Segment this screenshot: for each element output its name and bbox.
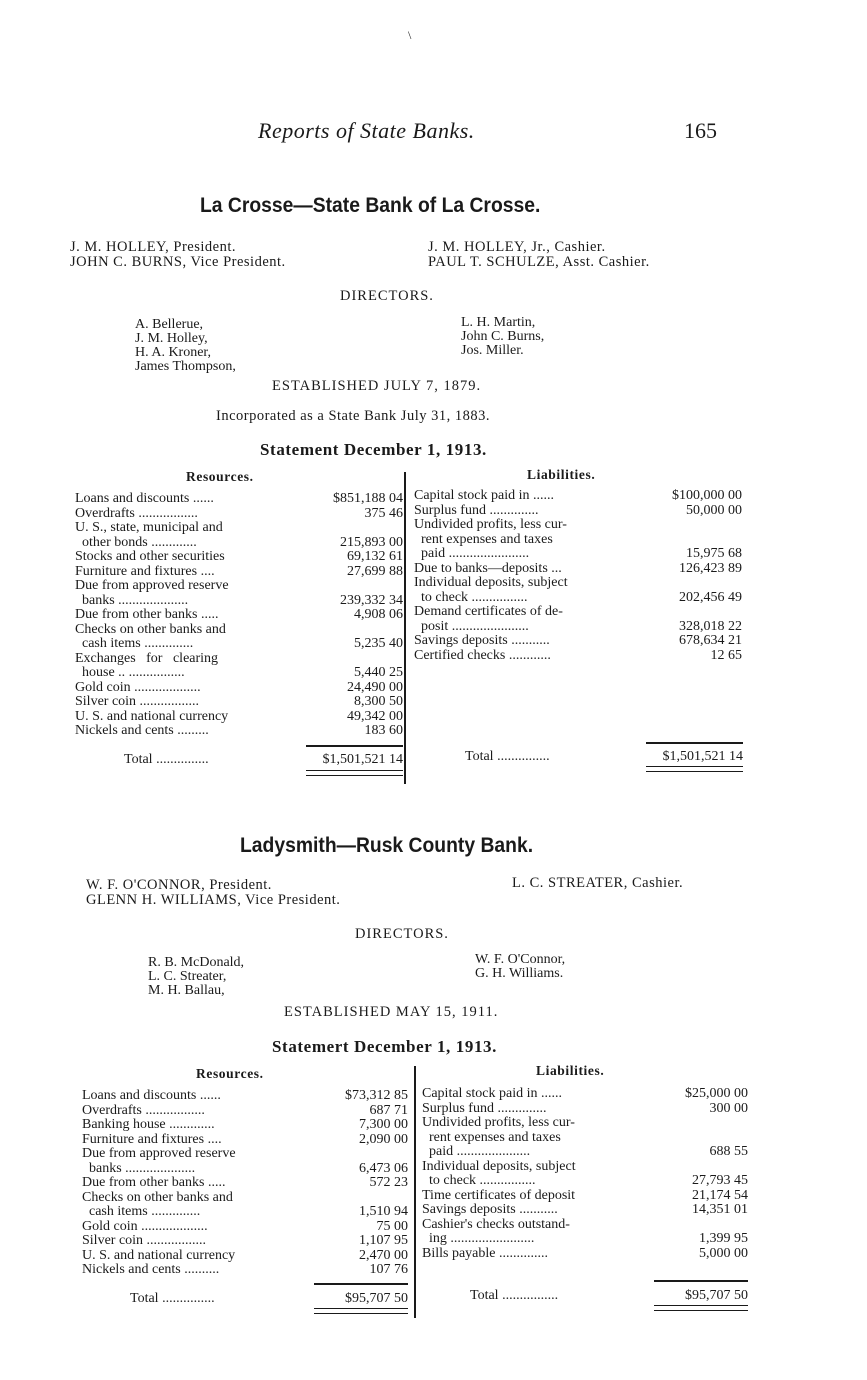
ledger-value: $100,000 00 xyxy=(672,488,742,503)
ledger-label: banks .................... xyxy=(82,1160,196,1176)
directors-right xyxy=(461,316,544,358)
resources-total-value: $1,501,521 14 xyxy=(322,752,403,767)
ledger-row xyxy=(414,518,742,533)
ledger-row xyxy=(75,550,403,565)
director: J. M. Holley, xyxy=(135,331,208,346)
liabilities-heading: Liabilities. xyxy=(536,1063,605,1078)
ledger-label: Surplus fund .............. xyxy=(422,1100,547,1116)
liabilities-table xyxy=(422,1087,748,1261)
ledger-label: ing ........................ xyxy=(422,1231,535,1246)
ledger-label: Due from approved reserve xyxy=(82,1146,236,1161)
resources-heading: Resources. xyxy=(196,1066,264,1081)
ledger-row xyxy=(75,681,403,696)
ledger-row xyxy=(82,1104,408,1119)
total-rule xyxy=(314,1283,408,1285)
double-rule xyxy=(654,1305,748,1311)
officer-vice-president: JOHN C. BURNS, Vice President. xyxy=(70,254,286,270)
ledger-label: Silver coin ................. xyxy=(82,1233,207,1248)
officer-president: W. F. O'CONNOR, President. xyxy=(86,877,272,893)
ledger-row xyxy=(414,620,742,635)
column-divider xyxy=(404,472,406,784)
director: Jos. Miller. xyxy=(461,343,524,358)
ledger-row xyxy=(422,1203,748,1218)
ledger-value: 27,699 88 xyxy=(347,563,403,579)
ledger-label: rent expenses and taxes xyxy=(422,1129,561,1145)
double-rule xyxy=(314,1308,408,1314)
ledger-row xyxy=(82,1133,408,1148)
running-header: Reports of State Banks. xyxy=(258,118,475,143)
ledger-label: Nickels and cents .......... xyxy=(82,1262,220,1277)
ledger-row xyxy=(414,547,742,562)
ledger-row xyxy=(414,489,742,504)
liabilities-table xyxy=(414,489,742,663)
established-date: ESTABLISHED MAY 15, 1911. xyxy=(284,1004,499,1020)
ledger-row xyxy=(75,724,403,739)
director: R. B. McDonald, xyxy=(148,955,245,970)
ledger-value: 12 65 xyxy=(710,647,742,663)
ledger-row xyxy=(422,1232,748,1247)
ledger-label: Overdrafts ................. xyxy=(75,505,198,521)
ledger-value: 24,490 00 xyxy=(347,679,403,695)
ledger-value: 5,000 00 xyxy=(699,1245,748,1261)
ledger-value: 678,634 21 xyxy=(679,633,742,648)
resources-total-label: Total ............... xyxy=(130,1291,215,1306)
ledger-value: 202,456 49 xyxy=(679,589,742,605)
ledger-value: 50,000 00 xyxy=(686,502,742,518)
liabilities-total-value: $95,707 50 xyxy=(685,1288,748,1303)
ledger-label: Individual deposits, subject xyxy=(414,575,568,590)
ledger-label: Individual deposits, subject xyxy=(422,1158,576,1174)
ledger-label: Due from other banks ..... xyxy=(82,1175,226,1190)
resources-heading: Resources. xyxy=(186,469,254,484)
ledger-value: 2,090 00 xyxy=(359,1131,408,1147)
ledger-value: 14,351 01 xyxy=(692,1202,748,1217)
ledger-row xyxy=(414,562,742,577)
ledger-row xyxy=(422,1131,748,1146)
liabilities-total-value: $1,501,521 14 xyxy=(662,749,743,764)
ledger-value: 5,440 25 xyxy=(354,665,403,680)
ledger-label: Furniture and fixtures .... xyxy=(82,1131,222,1147)
ledger-label: Loans and discounts ...... xyxy=(75,491,214,506)
ledger-label: Checks on other banks and xyxy=(75,621,226,637)
ledger-row xyxy=(82,1176,408,1191)
established-date: ESTABLISHED JULY 7, 1879. xyxy=(272,378,482,394)
ledger-value: 183 60 xyxy=(364,723,403,738)
ledger-row xyxy=(414,533,742,548)
ledger-row xyxy=(414,605,742,620)
ledger-label: Capital stock paid in ...... xyxy=(414,488,554,503)
ledger-value: 4,908 06 xyxy=(354,607,403,622)
ledger-row xyxy=(82,1162,408,1177)
officer-asst-cashier: PAUL T. SCHULZE, Asst. Cashier. xyxy=(428,254,650,270)
ledger-label: Demand certificates of de- xyxy=(414,604,563,619)
ledger-label: cash items .............. xyxy=(82,1204,201,1219)
ledger-value: $25,000 00 xyxy=(685,1086,748,1101)
officer-vice-president: GLENN H. WILLIAMS, Vice President. xyxy=(86,892,341,908)
director: H. A. Kroner, xyxy=(135,345,212,360)
ledger-row xyxy=(82,1234,408,1249)
ledger-row xyxy=(82,1205,408,1220)
total-rule xyxy=(306,745,403,747)
ledger-value: 6,473 06 xyxy=(359,1160,408,1176)
ledger-label: paid ..................... xyxy=(422,1144,531,1159)
ledger-value: 375 46 xyxy=(364,505,403,521)
ledger-row xyxy=(75,536,403,551)
ledger-row xyxy=(414,591,742,606)
director: M. H. Ballau, xyxy=(148,983,225,998)
ledger-row xyxy=(82,1089,408,1104)
ledger-label: house .. ................ xyxy=(75,665,185,680)
ledger-label: Capital stock paid in ...... xyxy=(422,1086,562,1101)
ledger-row xyxy=(82,1249,408,1264)
ledger-value: 1,107 95 xyxy=(359,1233,408,1248)
ledger-row xyxy=(75,594,403,609)
ledger-row xyxy=(414,504,742,519)
ledger-row xyxy=(82,1220,408,1235)
ledger-label: Checks on other banks and xyxy=(82,1189,233,1205)
ledger-row xyxy=(422,1145,748,1160)
bank-title: La Crosse—State Bank of La Crosse. xyxy=(200,194,541,217)
ledger-label: Furniture and fixtures .... xyxy=(75,563,215,579)
page-number: 165 xyxy=(684,118,717,143)
directors-left xyxy=(148,956,244,998)
ledger-value: 75 00 xyxy=(376,1218,408,1234)
ledger-label: Surplus fund .............. xyxy=(414,502,539,518)
officer-cashier: L. C. STREATER, Cashier. xyxy=(512,875,684,891)
ledger-row xyxy=(422,1218,748,1233)
director: G. H. Williams. xyxy=(475,966,564,981)
double-rule xyxy=(306,770,403,776)
ledger-label: paid ....................... xyxy=(414,546,530,561)
ledger-row xyxy=(422,1189,748,1204)
ledger-row xyxy=(82,1147,408,1162)
ledger-label: cash items .............. xyxy=(75,636,194,651)
ledger-label: posit ...................... xyxy=(414,618,529,634)
ledger-row xyxy=(414,649,742,664)
resources-total-label: Total ............... xyxy=(124,752,209,767)
ledger-label: Overdrafts ................. xyxy=(82,1102,205,1118)
ledger-value: 107 76 xyxy=(369,1262,408,1277)
ledger-row xyxy=(414,576,742,591)
resources-table xyxy=(75,492,403,739)
ledger-value: 688 55 xyxy=(709,1144,748,1159)
ledger-label: Gold coin ................... xyxy=(82,1218,208,1234)
ledger-row xyxy=(75,710,403,725)
resources-table xyxy=(82,1089,408,1278)
incorporated-date: Incorporated as a State Bank July 31, 1883. xyxy=(216,408,490,424)
ledger-value: 8,300 50 xyxy=(354,694,403,709)
ledger-row xyxy=(75,637,403,652)
ledger-row xyxy=(422,1247,748,1262)
director: L. H. Martin, xyxy=(461,315,536,330)
ledger-value: 69,132 61 xyxy=(347,549,403,564)
ledger-value: 15,975 68 xyxy=(686,546,742,561)
ledger-value: 1,510 94 xyxy=(359,1204,408,1219)
liabilities-total-label: Total ................ xyxy=(470,1288,559,1303)
ledger-label: to check ................ xyxy=(414,589,528,605)
ledger-value: $73,312 85 xyxy=(345,1088,408,1103)
ledger-label: Cashier's checks outstand- xyxy=(422,1216,570,1232)
officer-president: J. M. HOLLEY, President. xyxy=(70,239,236,255)
ledger-row xyxy=(82,1263,408,1278)
ledger-label: Exchanges for clearing xyxy=(75,650,219,666)
total-rule xyxy=(654,1280,748,1282)
double-rule xyxy=(646,766,743,772)
ledger-label: Gold coin ................... xyxy=(75,679,201,695)
ledger-value: 7,300 00 xyxy=(359,1117,408,1132)
ledger-value: 328,018 22 xyxy=(679,618,742,634)
column-divider xyxy=(414,1066,416,1318)
ledger-value: 572 23 xyxy=(369,1175,408,1190)
resources-total-value: $95,707 50 xyxy=(345,1291,408,1306)
ledger-value: 215,893 00 xyxy=(340,534,403,550)
ledger-row xyxy=(75,652,403,667)
directors-right xyxy=(475,953,565,981)
ledger-label: Undivided profits, less cur- xyxy=(422,1115,575,1130)
ledger-label: Time certificates of deposit xyxy=(422,1187,576,1203)
ledger-label: Due to banks—deposits ... xyxy=(414,560,562,576)
directors-heading: DIRECTORS. xyxy=(355,926,449,942)
ledger-row xyxy=(75,666,403,681)
ledger-row xyxy=(75,579,403,594)
ledger-row xyxy=(75,492,403,507)
ledger-label: other bonds ............. xyxy=(75,534,197,550)
ledger-value: 2,470 00 xyxy=(359,1247,408,1263)
ledger-value: 300 00 xyxy=(709,1100,748,1116)
ledger-label: Savings deposits ........... xyxy=(414,633,550,648)
ledger-value: 27,793 45 xyxy=(692,1173,748,1188)
ledger-value: 1,399 95 xyxy=(699,1231,748,1246)
ledger-value: 239,332 34 xyxy=(340,592,403,608)
ledger-label: Certified checks ............ xyxy=(414,647,551,663)
ledger-value: 687 71 xyxy=(369,1102,408,1118)
ledger-row xyxy=(422,1160,748,1175)
ledger-row xyxy=(75,565,403,580)
ledger-value: 126,423 89 xyxy=(679,560,742,576)
ledger-label: U. S., state, municipal and xyxy=(75,520,223,535)
director: James Thompson, xyxy=(135,359,236,374)
director: A. Bellerue, xyxy=(135,317,204,332)
ledger-label: Banking house ............. xyxy=(82,1117,215,1132)
ledger-row xyxy=(82,1118,408,1133)
ledger-label: Nickels and cents ......... xyxy=(75,723,209,738)
ledger-row xyxy=(75,507,403,522)
ledger-label: Stocks and other securities xyxy=(75,549,225,564)
ledger-label: Silver coin ................. xyxy=(75,694,200,709)
ledger-value: 21,174 54 xyxy=(692,1187,748,1203)
total-rule xyxy=(646,742,743,744)
liabilities-heading: Liabilities. xyxy=(527,467,596,482)
ledger-label: Bills payable .............. xyxy=(422,1245,548,1261)
ledger-row xyxy=(75,695,403,710)
stray-mark: \ xyxy=(408,28,412,42)
ledger-row xyxy=(75,521,403,536)
ledger-row xyxy=(414,634,742,649)
ledger-label: Undivided profits, less cur- xyxy=(414,517,567,532)
ledger-row xyxy=(422,1087,748,1102)
ledger-value: $851,188 04 xyxy=(333,491,403,506)
director: W. F. O'Connor, xyxy=(475,952,566,967)
director: John C. Burns, xyxy=(461,329,545,344)
ledger-row xyxy=(75,623,403,638)
ledger-label: Due from approved reserve xyxy=(75,578,229,593)
statement-heading: Statement December 1, 1913. xyxy=(260,440,487,459)
ledger-label: U. S. and national currency xyxy=(82,1247,236,1263)
ledger-label: U. S. and national currency xyxy=(75,708,229,724)
ledger-label: rent expenses and taxes xyxy=(414,531,553,547)
directors-left xyxy=(135,318,236,374)
ledger-label: Loans and discounts ...... xyxy=(82,1088,221,1103)
liabilities-total-label: Total ............... xyxy=(465,749,550,764)
ledger-label: to check ................ xyxy=(422,1173,536,1188)
officer-cashier: J. M. HOLLEY, Jr., Cashier. xyxy=(428,239,606,255)
ledger-label: banks .................... xyxy=(75,592,189,608)
ledger-value: 49,342 00 xyxy=(347,708,403,724)
ledger-row xyxy=(75,608,403,623)
director: L. C. Streater, xyxy=(148,969,227,984)
ledger-label: Due from other banks ..... xyxy=(75,607,219,622)
ledger-label: Savings deposits ........... xyxy=(422,1202,558,1217)
bank-title: Ladysmith—Rusk County Bank. xyxy=(240,834,534,857)
ledger-row xyxy=(82,1191,408,1206)
statement-heading: Statemert December 1, 1913. xyxy=(272,1037,497,1056)
ledger-value: 5,235 40 xyxy=(354,636,403,651)
directors-heading: DIRECTORS. xyxy=(340,288,434,304)
ledger-row xyxy=(422,1116,748,1131)
ledger-row xyxy=(422,1102,748,1117)
ledger-row xyxy=(422,1174,748,1189)
